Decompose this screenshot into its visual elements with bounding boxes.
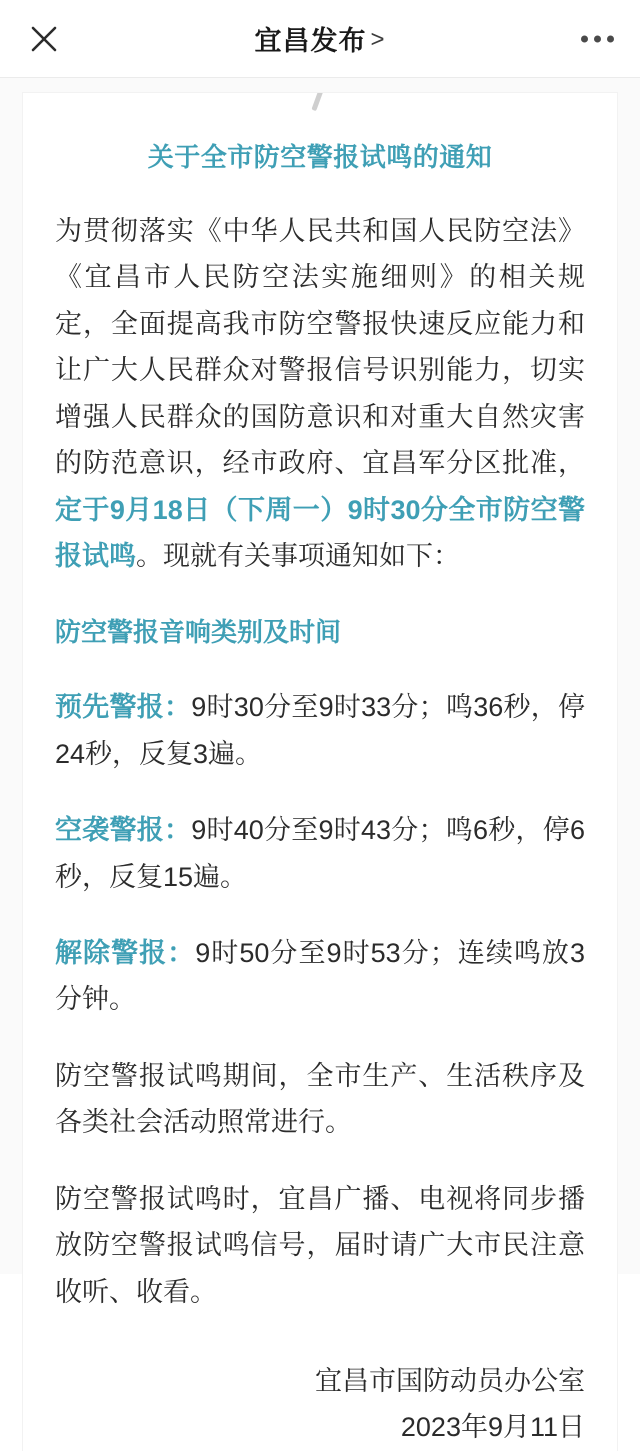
account-name-label: 宜昌发布	[254, 26, 367, 56]
paragraph-1-highlight: 定于9月18日（下周一）9时30分全市防空警报试鸣	[55, 494, 585, 572]
article-body	[55, 208, 585, 1451]
article-paragraph-1	[55, 208, 585, 580]
close-icon[interactable]	[26, 21, 62, 57]
ribbon-stripe	[311, 93, 323, 111]
more-dots-icon[interactable]	[581, 35, 614, 42]
section-heading: 防空警报音响类别及时间	[55, 616, 342, 647]
signature-block	[55, 1359, 585, 1451]
article-page	[0, 78, 640, 1442]
account-title[interactable]	[254, 19, 385, 58]
signature-organization: 宜昌市国防动员办公室	[315, 1366, 585, 1397]
more-dot	[594, 35, 601, 42]
ribbon-mark-icon	[297, 93, 343, 115]
page-title: 关于全市防空警报试鸣的通知	[147, 142, 493, 172]
alarm-item-text: 9时30分至9时33分；鸣36秒，停24秒，反复3遍。	[55, 692, 585, 769]
article-paragraph-2: 防空警报试鸣期间，全市生产、生活秩序及各类社会活动照常进行。	[55, 1060, 585, 1138]
alarm-item-text: 9时40分至9时43分；鸣6秒，停6秒，反复15遍。	[55, 815, 585, 892]
alarm-item-label: 预先警报：	[55, 692, 192, 723]
top-navigation-bar	[0, 0, 640, 78]
alarm-item-text: 9时50分至9时53分；连续鸣放3分钟。	[55, 937, 585, 1015]
alarm-item-pre-warning	[55, 684, 585, 777]
more-dot	[607, 35, 614, 42]
alarm-item-all-clear	[55, 930, 585, 1023]
alarm-item-air-raid	[55, 807, 585, 900]
article-paragraph-3: 防空警报试鸣时，宜昌广播、电视将同步播放防空警报试鸣信号，届时请广大市民注意收听、收看。	[55, 1183, 585, 1307]
paragraph-1-text-after: 。现就有关事项通知如下：	[136, 541, 460, 572]
more-dot	[581, 35, 588, 42]
chevron-right-icon: >	[370, 25, 386, 53]
paragraph-1-text-before: 为贯彻落实《中华人民共和国人民防空法》《宜昌市人民防空法实施细则》的相关规定，全面提高我市防空警报快速反应能力和让广大人民群众对警报信号识别能力，切实增强人民群众的国防意识和对重大自然灾害的防范意识，经市政府、宜昌军分区批准，	[55, 216, 585, 479]
alarm-item-label: 解除警报：	[55, 937, 196, 968]
signature-date: 2023年9月11日	[400, 1411, 585, 1442]
article-card	[22, 92, 618, 1451]
alarm-item-label: 空袭警报：	[55, 815, 192, 846]
